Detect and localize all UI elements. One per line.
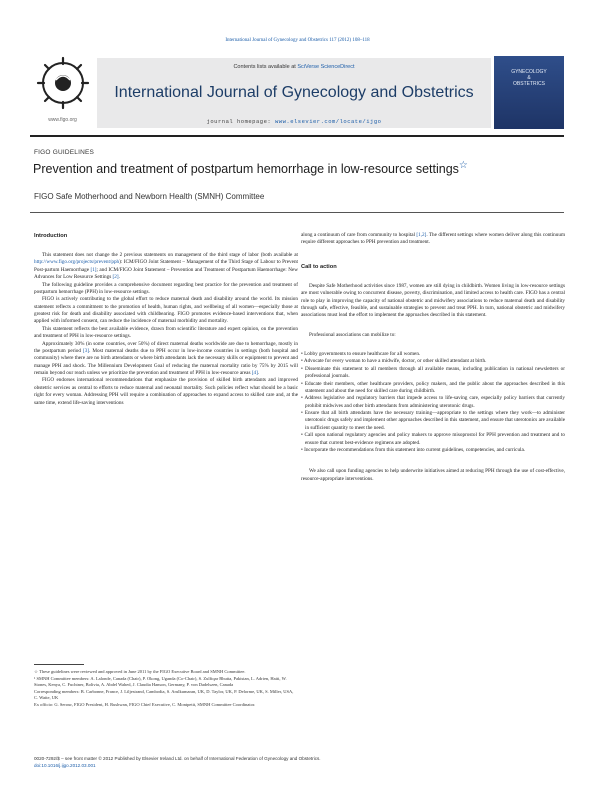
- intro-paragraph-3: FIGO is actively contributing to the global effort to reduce maternal death and disability around the world. Its mission statement reflects a commitment to the promotion of health, human rights, and wellbeing of all women—especially those at greatest risk for death and disability associated with childbearing. FIGO promotes evidence-based interventions that, when applied with informed consent, can reduce the incidence of maternal morbidity and mortality.: [34, 296, 298, 325]
- journal-title: International Journal of Gynecology and Obstetrics: [114, 84, 474, 101]
- ref-1-2-link[interactable]: [1,2]: [416, 232, 427, 238]
- intro-paragraph-6: FIGO endorses international recommendations that emphasize the provision of skilled birth attendants and improved obstetric services as central to efforts to reduce maternal and neonatal mortality. Such policies reflect what should be a basic right for every woman. Addressing PPH will require a combination of approaches to expand access to skilled care and, at the same time, extend life-saving interventions: [34, 377, 298, 406]
- action-list-item: • Educate their members, other healthcare providers, policy makers, and the public about the approaches described in this statement and about the need for skilled care during childbirth.: [301, 380, 565, 394]
- copyright-block: [34, 756, 321, 770]
- footnote-divider: [34, 664, 84, 665]
- figo-emblem-icon: [36, 56, 90, 110]
- ref-2-link[interactable]: [2]: [112, 274, 119, 281]
- cover-line-2: &: [527, 74, 531, 81]
- sciverse-link[interactable]: SciVerse ScienceDirect: [297, 64, 355, 70]
- call-paragraph-2: Professional associations can mobilize to:: [309, 331, 396, 338]
- contents-available-line: [97, 64, 491, 70]
- section-label: FIGO GUIDELINES: [34, 149, 95, 156]
- footnote-4: Ex officio: G. Serour, FIGO President, H. Rushwan, FIGO Chief Executive, C. Montpetit, SMNH Committee Coordinator.: [34, 701, 256, 707]
- intro-paragraph-1: This statement does not change the 2 previous statements on management of the third stage of labor (both available at http://www.figo.org/projects/prevent/pph): ICM/FIGO Joint Statement – Management of the Third Stage of Labour to Prevent Post-partum Haemorrhage [1]; and ICM/FIGO Joint Statement – Prevention and Treatment of Postpartum Haemorrhage: New Advances for Low Resource Settings [2].: [34, 252, 298, 281]
- action-list-item: • Disseminate this statement to all members through all available means, including publication in national newsletters or professional journals.: [301, 365, 565, 380]
- call-to-action-heading: Call to action: [301, 263, 337, 270]
- action-list-item: • Address legislative and regulatory barriers that impede access to life-saving care, especially policy barriers that currently prohibit midwives and other birth attendants from administering uterotonic drugs.: [301, 395, 565, 409]
- doi-link[interactable]: doi:10.1016/j.ijgo.2012.03.001: [34, 762, 96, 768]
- paper-title-text: Prevention and treatment of postpartum hemorrhage in low-resource settings: [33, 162, 459, 177]
- cover-line-1: GYNECOLOGY: [511, 69, 547, 75]
- intro-paragraph-5: Approximately 30% (in some countries, over 50%) of direct maternal deaths worldwide are due to hemorrhage, mostly in the postpartum period [3]. Most maternal deaths due to PPH occur in low-income countries in settings (both hospital and community) where there are no birth attendants or where birth attendants lack the necessary skills or equipment to prevent and manage PPH and shock. The Millennium Development Goal of reducing the maternal mortality ratio by 75% by 2015 will remain beyond our reach unless we prioritize the prevention and treatment of PPH in low-resource areas [4].: [34, 340, 298, 377]
- paper-title: [33, 160, 573, 176]
- contents-prefix: Contents lists available at: [233, 64, 298, 70]
- title-divider: [30, 212, 564, 213]
- homepage-prefix: journal homepage:: [206, 118, 275, 125]
- footnotes: [34, 669, 296, 708]
- figo-logo: [30, 56, 95, 128]
- call-paragraph-3: We also call upon funding agencies to help underwrite initiatives aimed at reducing PPH through the use of cost-effective, resource-appropriate interventions.: [301, 468, 565, 482]
- ref-3-link[interactable]: [3]: [83, 347, 90, 354]
- author-line: FIGO Safe Motherhood and Newborn Health (SMNH) Committee: [34, 192, 265, 201]
- journal-homepage-line: [97, 118, 491, 125]
- footnote-2: ¹ SMNH Committee members: A. Lalonde, Canada (Chair), P. Okong, Uganda (Co-Chair), S. Zulfiqar Bhutta, Pakistan, L. Adrien, Haiti, W. Stones, Kenya, C. Fuchtner, Bolivia, A. Abdel Wahed, J. Claudia Hanson, Germany, P. von Dadelszen, Canada: [34, 675, 287, 688]
- call-paragraph-1: Despite Safe Motherhood activities since 1987, women are still dying in childbirth. Women living in low-resource settings are most vulnerable owing to concurrent disease, poverty, discrimination, and limited access to health care. FIGO has a central role to play in improving the capacity of national obstetric and midwifery associations to reduce maternal death and disability through safe, effective, feasible, and sustainable strategies to prevent and treat PPH. In turn, national obstetric and midwifery associations must lead the effort to implement the approaches described in this statement.: [301, 282, 565, 319]
- ref-1-link[interactable]: [1]: [90, 266, 97, 273]
- header-divider: [30, 135, 564, 137]
- continuum-paragraph: along a continuum of care from community to hospital [1,2]. The different settings where women deliver along this continuum require different approaches to PPH prevention and treatment.: [301, 232, 565, 246]
- footnote-1: ☆ These guidelines were reviewed and approved in June 2011 by the FIGO Executive Board and SMNH Committee.: [34, 669, 246, 674]
- action-list-item: • Ensure that all birth attendants have the necessary training—appropriate to the settings where they work—to administer uterotonic drugs safely and implement other approaches described in this statement, and ensure that uterotonics are available in sufficient quantity to meet the need.: [301, 410, 565, 431]
- left-column: [34, 232, 298, 407]
- footnote-3: Corresponding members: B. Carbonne, France, J. Liljestrand, Cambodia, S. Arulkumaran, UK, D. Taylor, UK, P. Delorme, UK, S. Miller, USA, C. Waite, UK: [34, 688, 294, 701]
- action-list-item: • Incorporate the recommendations from this statement into current guidelines, competencies, and curricula.: [301, 446, 526, 453]
- intro-paragraph-2: The following guideline provides a comprehensive document regarding best practice for the prevention and treatment of postpartum hemorrhage (PPH) in low-resource settings.: [34, 281, 298, 295]
- intro-heading: Introduction: [34, 233, 68, 239]
- cover-line-3: OBSTETRICS: [513, 80, 545, 87]
- right-column: [301, 232, 565, 483]
- title-footnote-star-icon[interactable]: ☆: [458, 160, 468, 171]
- action-list-item: • Lobby governments to ensure healthcare for all women.: [301, 351, 421, 358]
- journal-cover-thumbnail: [494, 56, 564, 129]
- figo-pph-link[interactable]: http://www.figo.org/projects/prevent/pph: [34, 259, 120, 266]
- ref-4-link[interactable]: [4]: [251, 370, 258, 377]
- action-list-item: • Advocate for every woman to have a midwife, doctor, or other skilled attendant at birth.: [301, 358, 487, 365]
- intro-paragraph-4: This statement reflects the best available evidence, drawn from scientific literature and expert opinion, on the prevention and treatment of PPH in low-resource settings.: [34, 325, 298, 340]
- journal-citation-line[interactable]: International Journal of Gynecology and Obstetrics 117 (2012) 108–118: [225, 38, 370, 43]
- copyright-line: 0020-7292/$ – see front matter © 2012 Published by Elsevier Ireland Ltd. on behalf of International Federation of Gynecology and Obstetrics.: [34, 756, 321, 761]
- figo-url[interactable]: www.figo.org: [48, 117, 77, 123]
- action-list-item: • Call upon national regulatory agencies and policy makers to approve misoprostol for PPH prevention and treatment and to ensure that current best-evidence regimens are adopted.: [301, 432, 565, 446]
- homepage-link[interactable]: www.elsevier.com/locate/ijgo: [275, 118, 382, 125]
- action-list: [301, 351, 565, 454]
